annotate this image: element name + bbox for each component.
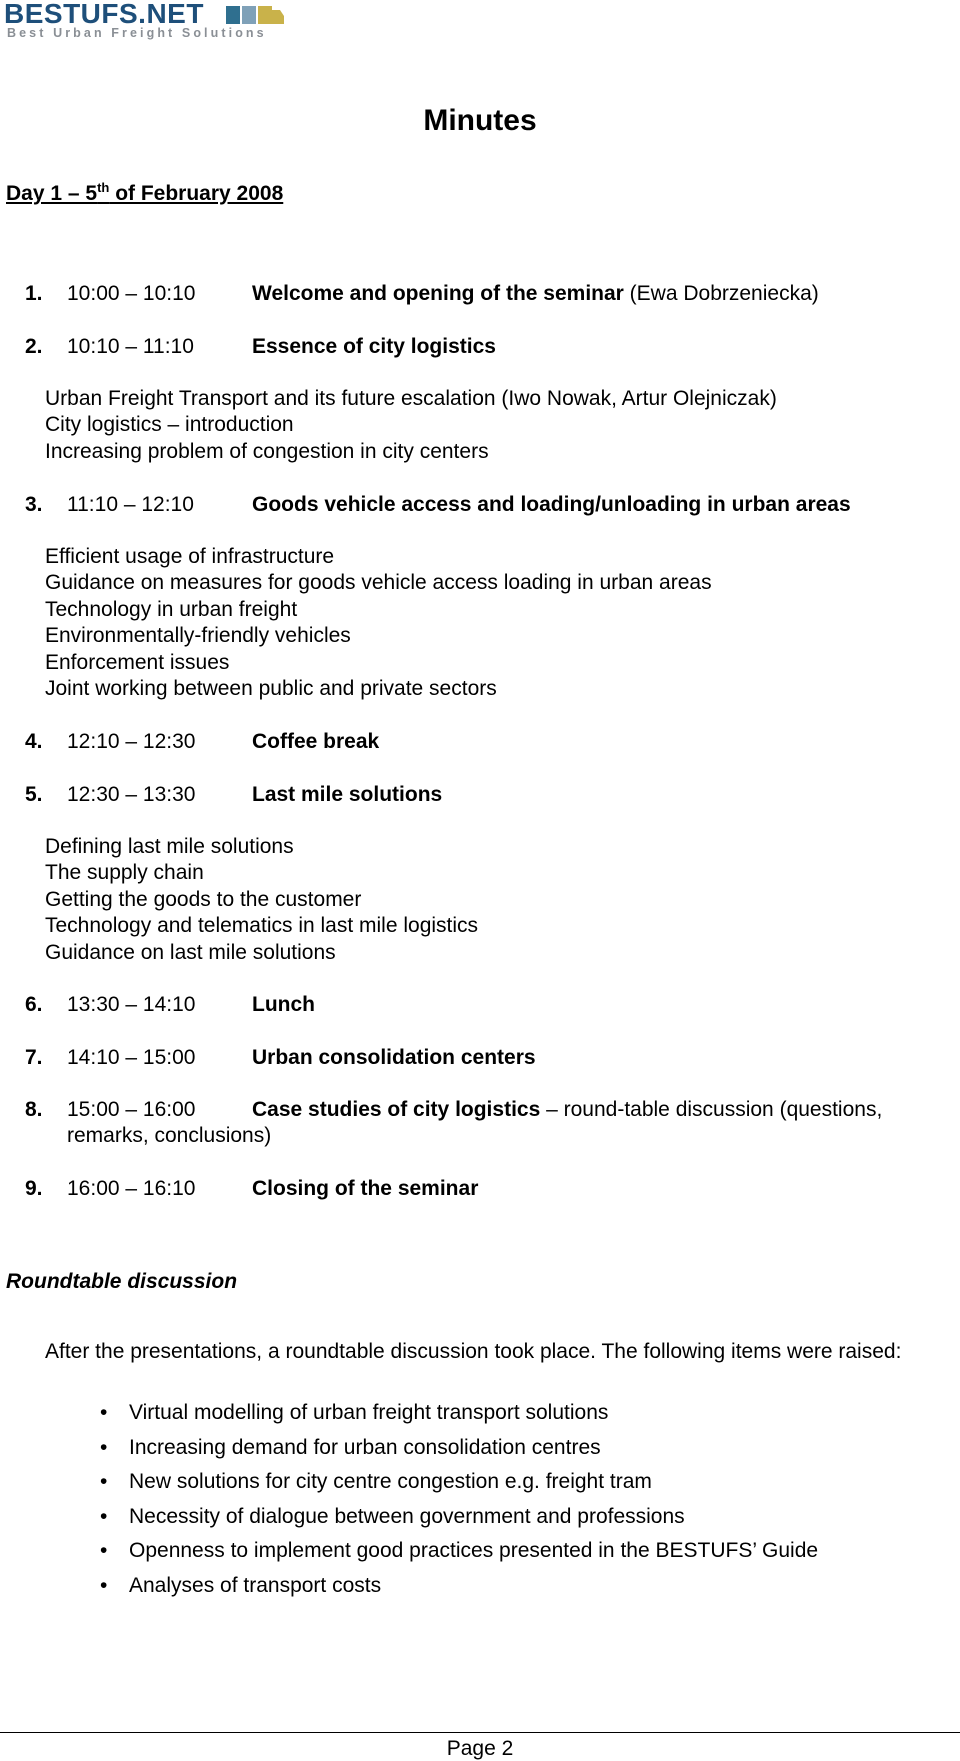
agenda-time: 12:30 – 13:30	[67, 783, 196, 806]
bullet-icon: •	[100, 1504, 108, 1528]
agenda-topic: Lunch	[252, 993, 315, 1016]
agenda-time: 15:00 – 16:00	[67, 1098, 196, 1121]
agenda-number: 2.	[25, 335, 43, 358]
agenda-time: 13:30 – 14:10	[67, 993, 196, 1016]
agenda-number: 1.	[25, 282, 43, 305]
agenda-topic: Urban consolidation centers	[252, 1046, 536, 1069]
page-number: Page 2	[446, 1737, 514, 1760]
list-item: Getting the goods to the customer	[45, 887, 362, 911]
logo-text: BESTUFS.NET	[4, 0, 204, 29]
list-item: Technology in urban freight	[45, 597, 298, 621]
list-item: Guidance on last mile solutions	[45, 940, 336, 964]
agenda-topic: Closing of the seminar	[252, 1177, 479, 1200]
agenda-number: 8.	[25, 1098, 43, 1121]
agenda-number: 3.	[25, 493, 43, 516]
truck-logo-icon	[226, 4, 284, 26]
list-item: Joint working between public and private sectors	[45, 677, 497, 701]
agenda-number: 9.	[25, 1177, 43, 1200]
list-item: City logistics – introduction	[45, 413, 294, 437]
list-item: Increasing problem of congestion in city centers	[45, 439, 489, 463]
list-item: The supply chain	[45, 861, 204, 885]
list-item: Technology and telematics in last mile logistics	[45, 914, 479, 938]
agenda-continuation: remarks, conclusions)	[67, 1124, 272, 1147]
list-item: Environmentally-friendly vehicles	[45, 624, 351, 648]
agenda-time: 11:10 – 12:10	[67, 493, 194, 516]
agenda-subitems	[45, 386, 777, 465]
section-heading: Roundtable discussion	[6, 1270, 238, 1293]
bullet-icon: •	[100, 1401, 108, 1424]
agenda-time: 10:00 – 10:10	[67, 282, 196, 305]
agenda-topic: Welcome and opening of the seminar (Ewa Dobrzeniecka)	[252, 282, 819, 305]
list-item: Urban Freight Transport and its future escalation (Iwo Nowak, Artur Olejniczak)	[45, 387, 777, 410]
footer-divider	[0, 1732, 960, 1733]
agenda-subitems	[45, 834, 478, 966]
bullet-icon: •	[100, 1573, 108, 1597]
agenda-number: 6.	[25, 993, 43, 1016]
agenda-topic: Last mile solutions	[252, 783, 443, 806]
agenda-number: 4.	[25, 730, 43, 753]
agenda-subitems	[45, 544, 712, 702]
page-title: Minutes	[423, 104, 537, 137]
bullet-icon: •	[100, 1539, 108, 1562]
agenda-topic: Case studies of city logistics – round-table discussion (questions,	[252, 1098, 883, 1121]
bullet-icon: •	[100, 1470, 108, 1493]
list-item: Guidance on measures for goods vehicle access loading in urban areas	[45, 571, 712, 595]
roundtable-intro: After the presentations, a roundtable discussion took place. The following items were raised:	[45, 1340, 902, 1363]
agenda-topic: Essence of city logistics	[252, 335, 496, 358]
bullet-icon: •	[100, 1435, 108, 1459]
agenda-time: 12:10 – 12:30	[67, 730, 196, 753]
agenda-topic: Goods vehicle access and loading/unloading in urban areas	[252, 493, 851, 516]
agenda-number: 5.	[25, 783, 43, 806]
agenda-time: 16:00 – 16:10	[67, 1177, 196, 1200]
logo-tagline: Best Urban Freight Solutions	[7, 26, 267, 40]
day-heading: Day 1 – 5th of February 2008	[6, 180, 284, 205]
list-item: Efficient usage of infrastructure	[45, 545, 335, 568]
agenda-time: 10:10 – 11:10	[67, 335, 194, 358]
agenda-number: 7.	[25, 1046, 43, 1069]
agenda-topic: Coffee break	[252, 730, 380, 753]
agenda-time: 14:10 – 15:00	[67, 1046, 196, 1069]
bestufs-logo	[4, 0, 294, 44]
list-item: Defining last mile solutions	[45, 835, 294, 858]
list-item: Enforcement issues	[45, 650, 230, 674]
